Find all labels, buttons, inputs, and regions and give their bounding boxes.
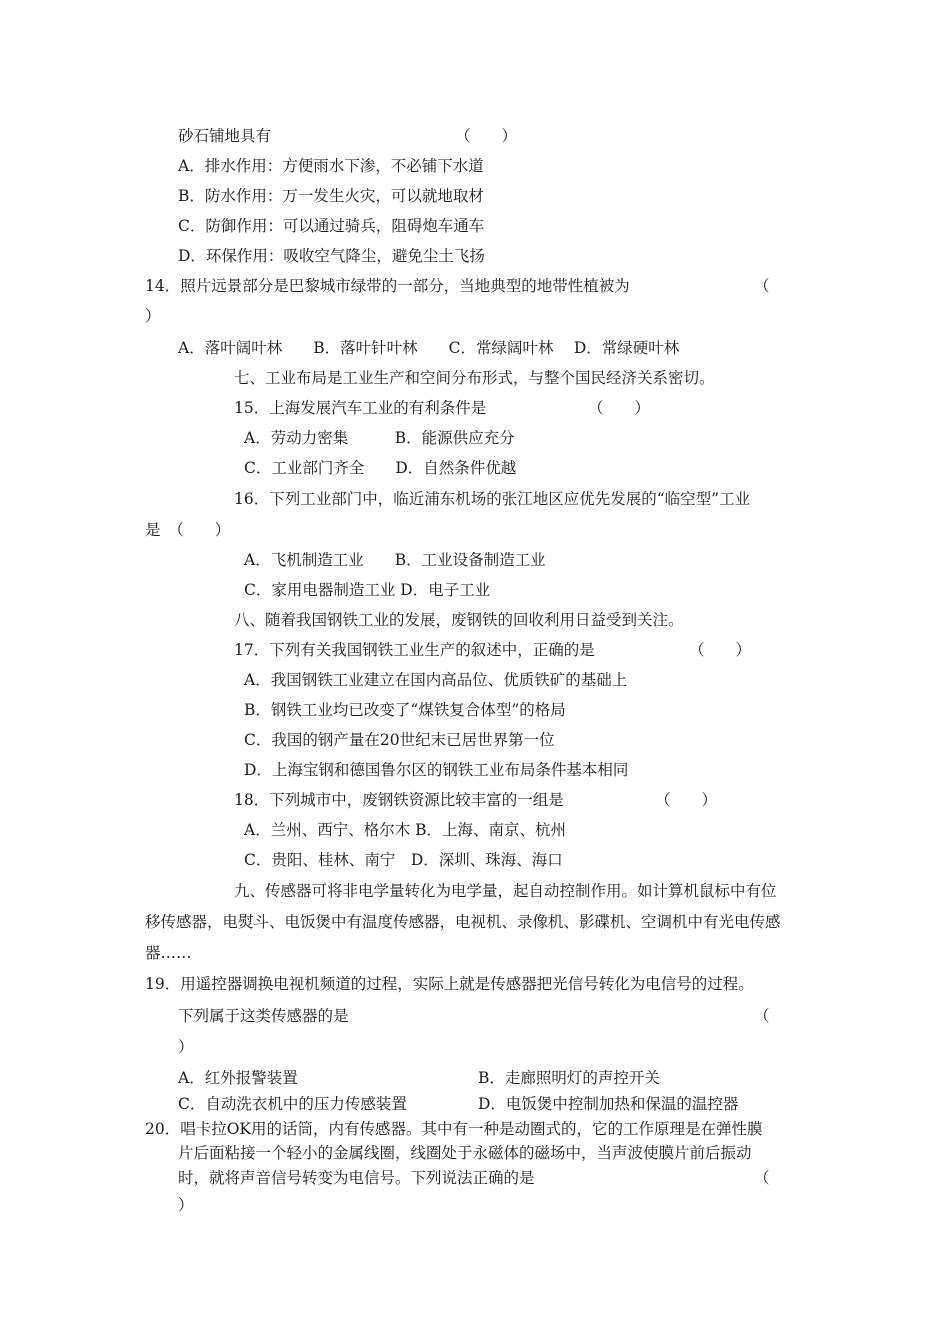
q19-paren-close: ） bbox=[178, 1038, 194, 1056]
section-8-intro: 八、随着我国钢铁工业的发展，废钢铁的回收利用日益受到关注。 bbox=[234, 611, 684, 629]
q14-stem: 14．照片远景部分是巴黎城市绿带的一部分，当地典型的地带性植被为 bbox=[145, 277, 630, 295]
section-9-intro-line1: 九、传感器可将非电学量转化为电学量，起自动控制作用。如计算机鼠标中有位 bbox=[234, 882, 777, 900]
section-7-intro: 七、工业布局是工业生产和空间分布形式，与整个国民经济关系密切。 bbox=[234, 369, 715, 387]
section-9-intro-line3: 器…… bbox=[145, 944, 192, 962]
q16-options-row2: C．家用电器制造工业 D．电子工业 bbox=[244, 581, 491, 599]
q18-answer-paren: （ ） bbox=[655, 791, 718, 809]
q19-option-c: C．自动洗衣机中的压力传感装置 bbox=[178, 1095, 407, 1113]
q15-options-row1: A．劳动力密集 B．能源供应充分 bbox=[244, 429, 515, 447]
q17-option-c: C．我国的钢产量在20世纪末已居世界第一位 bbox=[244, 731, 555, 749]
q20-stem-line1: 20．唱卡拉OK用的话筒，内有传感器。其中有一种是动圈式的，它的工作原理是在弹性膜 bbox=[145, 1120, 763, 1138]
q17-answer-paren: （ ） bbox=[689, 641, 752, 659]
q13-answer-paren: （ ） bbox=[455, 127, 518, 145]
q17-option-a: A．我国钢铁工业建立在国内高品位、优质铁矿的基础上 bbox=[244, 671, 628, 689]
q20-paren-close: ） bbox=[178, 1196, 194, 1214]
q14-paren-open: （ bbox=[754, 277, 770, 295]
q13-option-c: C．防御作用：可以通过骑兵，阻碍炮车通车 bbox=[178, 217, 485, 235]
q13-stem-tail: 砂石铺地具有 bbox=[178, 127, 272, 145]
q18-stem: 18．下列城市中，废钢铁资源比较丰富的一组是 bbox=[234, 791, 564, 809]
q13-option-b: B．防水作用：万一发生火灾，可以就地取材 bbox=[178, 187, 484, 205]
q14-options: A．落叶阔叶林 B．落叶针叶林 C．常绿阔叶林 D．常绿硬叶林 bbox=[178, 339, 680, 357]
q19-stem-line2: 下列属于这类传感器的是 bbox=[178, 1007, 349, 1025]
q18-options-row1: A．兰州、西宁、格尔木 B．上海、南京、杭州 bbox=[244, 821, 567, 839]
q14-paren-close: ） bbox=[145, 307, 161, 325]
q19-option-a: A．红外报警装置 bbox=[178, 1069, 298, 1087]
q17-option-b: B．钢铁工业均已改变了“煤铁复合体型”的格局 bbox=[244, 701, 566, 719]
q20-stem-line2: 片后面粘接一个轻小的金属线圈，线圈处于永磁体的磁场中，当声波使膜片前后振动 bbox=[178, 1144, 752, 1162]
q16-stem: 16．下列工业部门中，临近浦东机场的张江地区应优先发展的“临空型”工业 bbox=[234, 490, 751, 508]
q19-paren-open: （ bbox=[754, 1007, 770, 1025]
q17-option-d: D．上海宝钢和德国鲁尔区的钢铁工业布局条件基本相同 bbox=[244, 761, 629, 779]
q13-option-d: D．环保作用：吸收空气降尘，避免尘土飞扬 bbox=[178, 247, 485, 265]
section-9-intro-line2: 移传感器，电熨斗、电饭煲中有温度传感器，电视机、录像机、影碟机、空调机中有光电传感 bbox=[145, 913, 781, 931]
q16-options-row1: A．飞机制造工业 B．工业设备制造工业 bbox=[244, 551, 546, 569]
q13-option-a: A．排水作用：方便雨水下渗，不必铺下水道 bbox=[178, 157, 484, 175]
q19-option-d: D．电饭煲中控制加热和保温的温控器 bbox=[478, 1095, 739, 1113]
q20-stem-line3: 时，就将声音信号转变为电信号。下列说法正确的是 bbox=[178, 1169, 535, 1187]
q17-stem: 17．下列有关我国钢铁工业生产的叙述中，正确的是 bbox=[234, 641, 595, 659]
q18-options-row2: C．贵阳、桂林、南宁 D．深圳、珠海、海口 bbox=[244, 851, 563, 869]
q19-option-b: B．走廊照明灯的声控开关 bbox=[478, 1069, 660, 1087]
q15-options-row2: C．工业部门齐全 D．自然条件优越 bbox=[244, 459, 517, 477]
q19-stem-line1: 19．用遥控器调换电视机频道的过程，实际上就是传感器把光信号转化为电信号的过程。 bbox=[145, 975, 754, 993]
q20-paren-open: （ bbox=[754, 1169, 770, 1187]
q16-stem-cont: 是 （ ） bbox=[145, 521, 231, 539]
q15-answer-paren: （ ） bbox=[588, 399, 651, 417]
q15-stem: 15．上海发展汽车工业的有利条件是 bbox=[234, 399, 487, 417]
